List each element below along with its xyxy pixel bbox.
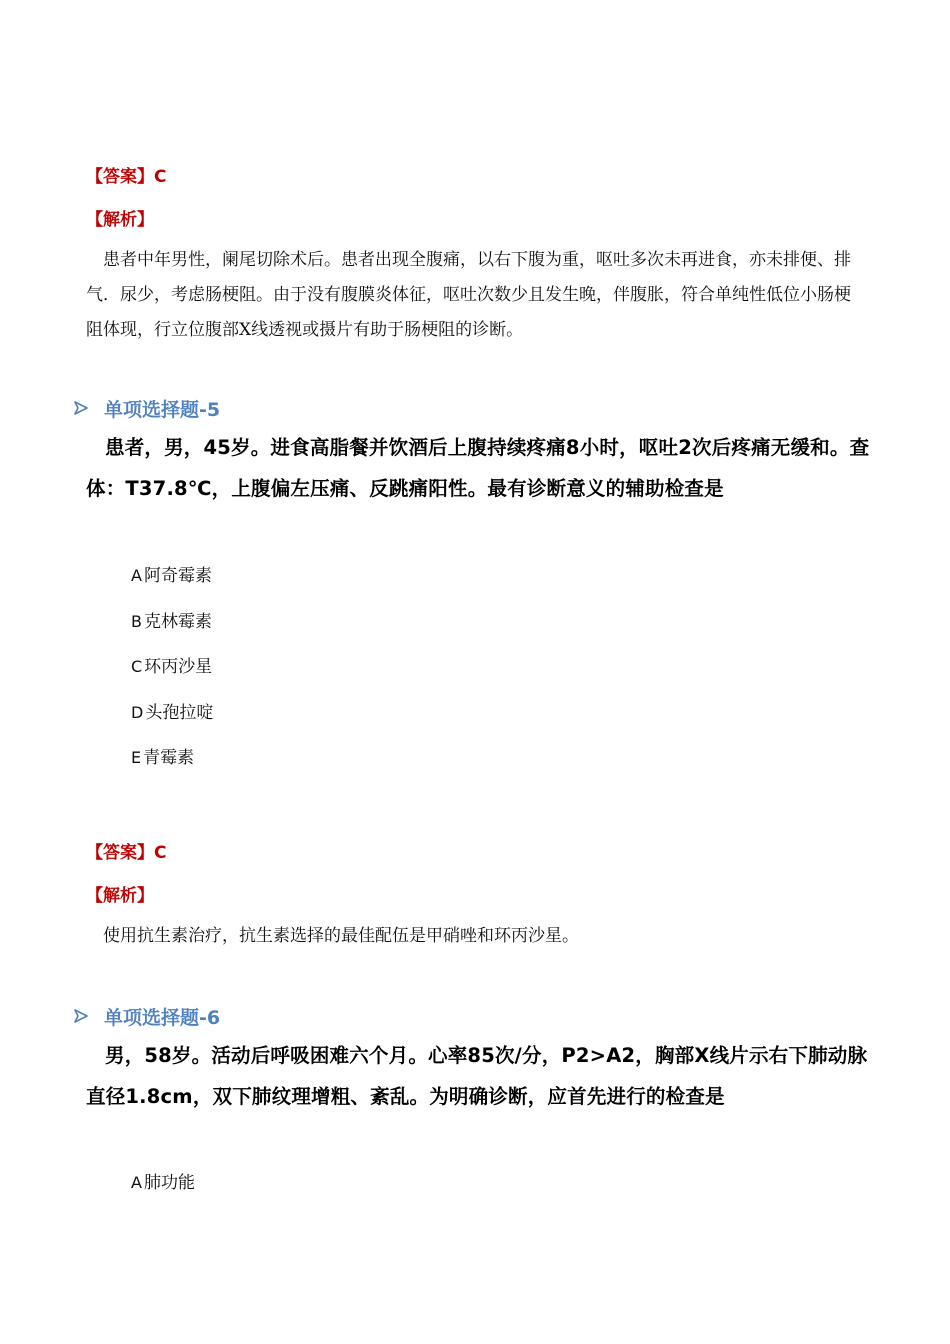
option-letter: A — [131, 1173, 142, 1192]
option-text: 肺功能 — [143, 1173, 195, 1193]
question-heading-text: 单项选择题-5 — [104, 398, 221, 421]
analysis-label: 【解析】 — [86, 886, 154, 906]
option-text: 阿奇霉素 — [143, 566, 212, 586]
option-c[interactable] — [131, 656, 212, 678]
question-heading-text: 单项选择题-6 — [104, 1006, 221, 1029]
analysis-label: 【解析】 — [86, 210, 154, 230]
option-text: 青霉素 — [143, 748, 195, 768]
option-letter: A — [131, 566, 142, 585]
question-stem: 患者，男，45岁。进食高脂餐并饮酒后上腹持续疼痛8小时，呕吐2次后疼痛无缓和。查体：T37.8℃，上腹偏左压痛、反跳痛阳性。最有诊断意义的辅助检查是 — [86, 436, 870, 500]
option-letter: B — [131, 612, 142, 631]
option-text: 头孢拉啶 — [145, 703, 214, 723]
arrow-bullet-icon — [74, 401, 88, 415]
option-letter: E — [131, 748, 142, 767]
arrow-bullet-icon — [74, 1009, 88, 1023]
option-d[interactable] — [131, 702, 213, 724]
option-a[interactable] — [131, 1172, 195, 1194]
option-text: 克林霉素 — [143, 612, 212, 632]
option-letter: D — [131, 703, 144, 722]
option-e[interactable] — [131, 747, 194, 769]
option-a[interactable] — [131, 565, 212, 587]
answer-label: 【答案】C — [86, 167, 167, 187]
question-heading — [74, 394, 220, 422]
analysis-text: 使用抗生素治疗，抗生素选择的最佳配伍是甲硝唑和环丙沙星。 — [103, 926, 579, 946]
option-letter: C — [131, 657, 143, 676]
option-b[interactable] — [131, 611, 212, 633]
analysis-text: 患者中年男性，阑尾切除术后。患者出现全腹痛，以右下腹为重，呕吐多次未再进食，亦未排便、排气．尿少，考虑肠梗阻。由于没有腹膜炎体征，呕吐次数少且发生晚，伴腹胀，符合单纯性低位小肠梗阻体现，行立位腹部X线透视或摄片有助于肠梗阻的诊断。 — [86, 250, 851, 340]
question-heading — [74, 1002, 220, 1030]
answer-label: 【答案】C — [86, 843, 167, 863]
question-stem: 男，58岁。活动后呼吸困难六个月。心率85次/分，P2>A2，胸部X线片示右下肺动脉直径1.8cm，双下肺纹理增粗、紊乱。为明确诊断，应首先进行的检查是 — [86, 1044, 868, 1108]
option-text: 环丙沙星 — [144, 657, 213, 677]
